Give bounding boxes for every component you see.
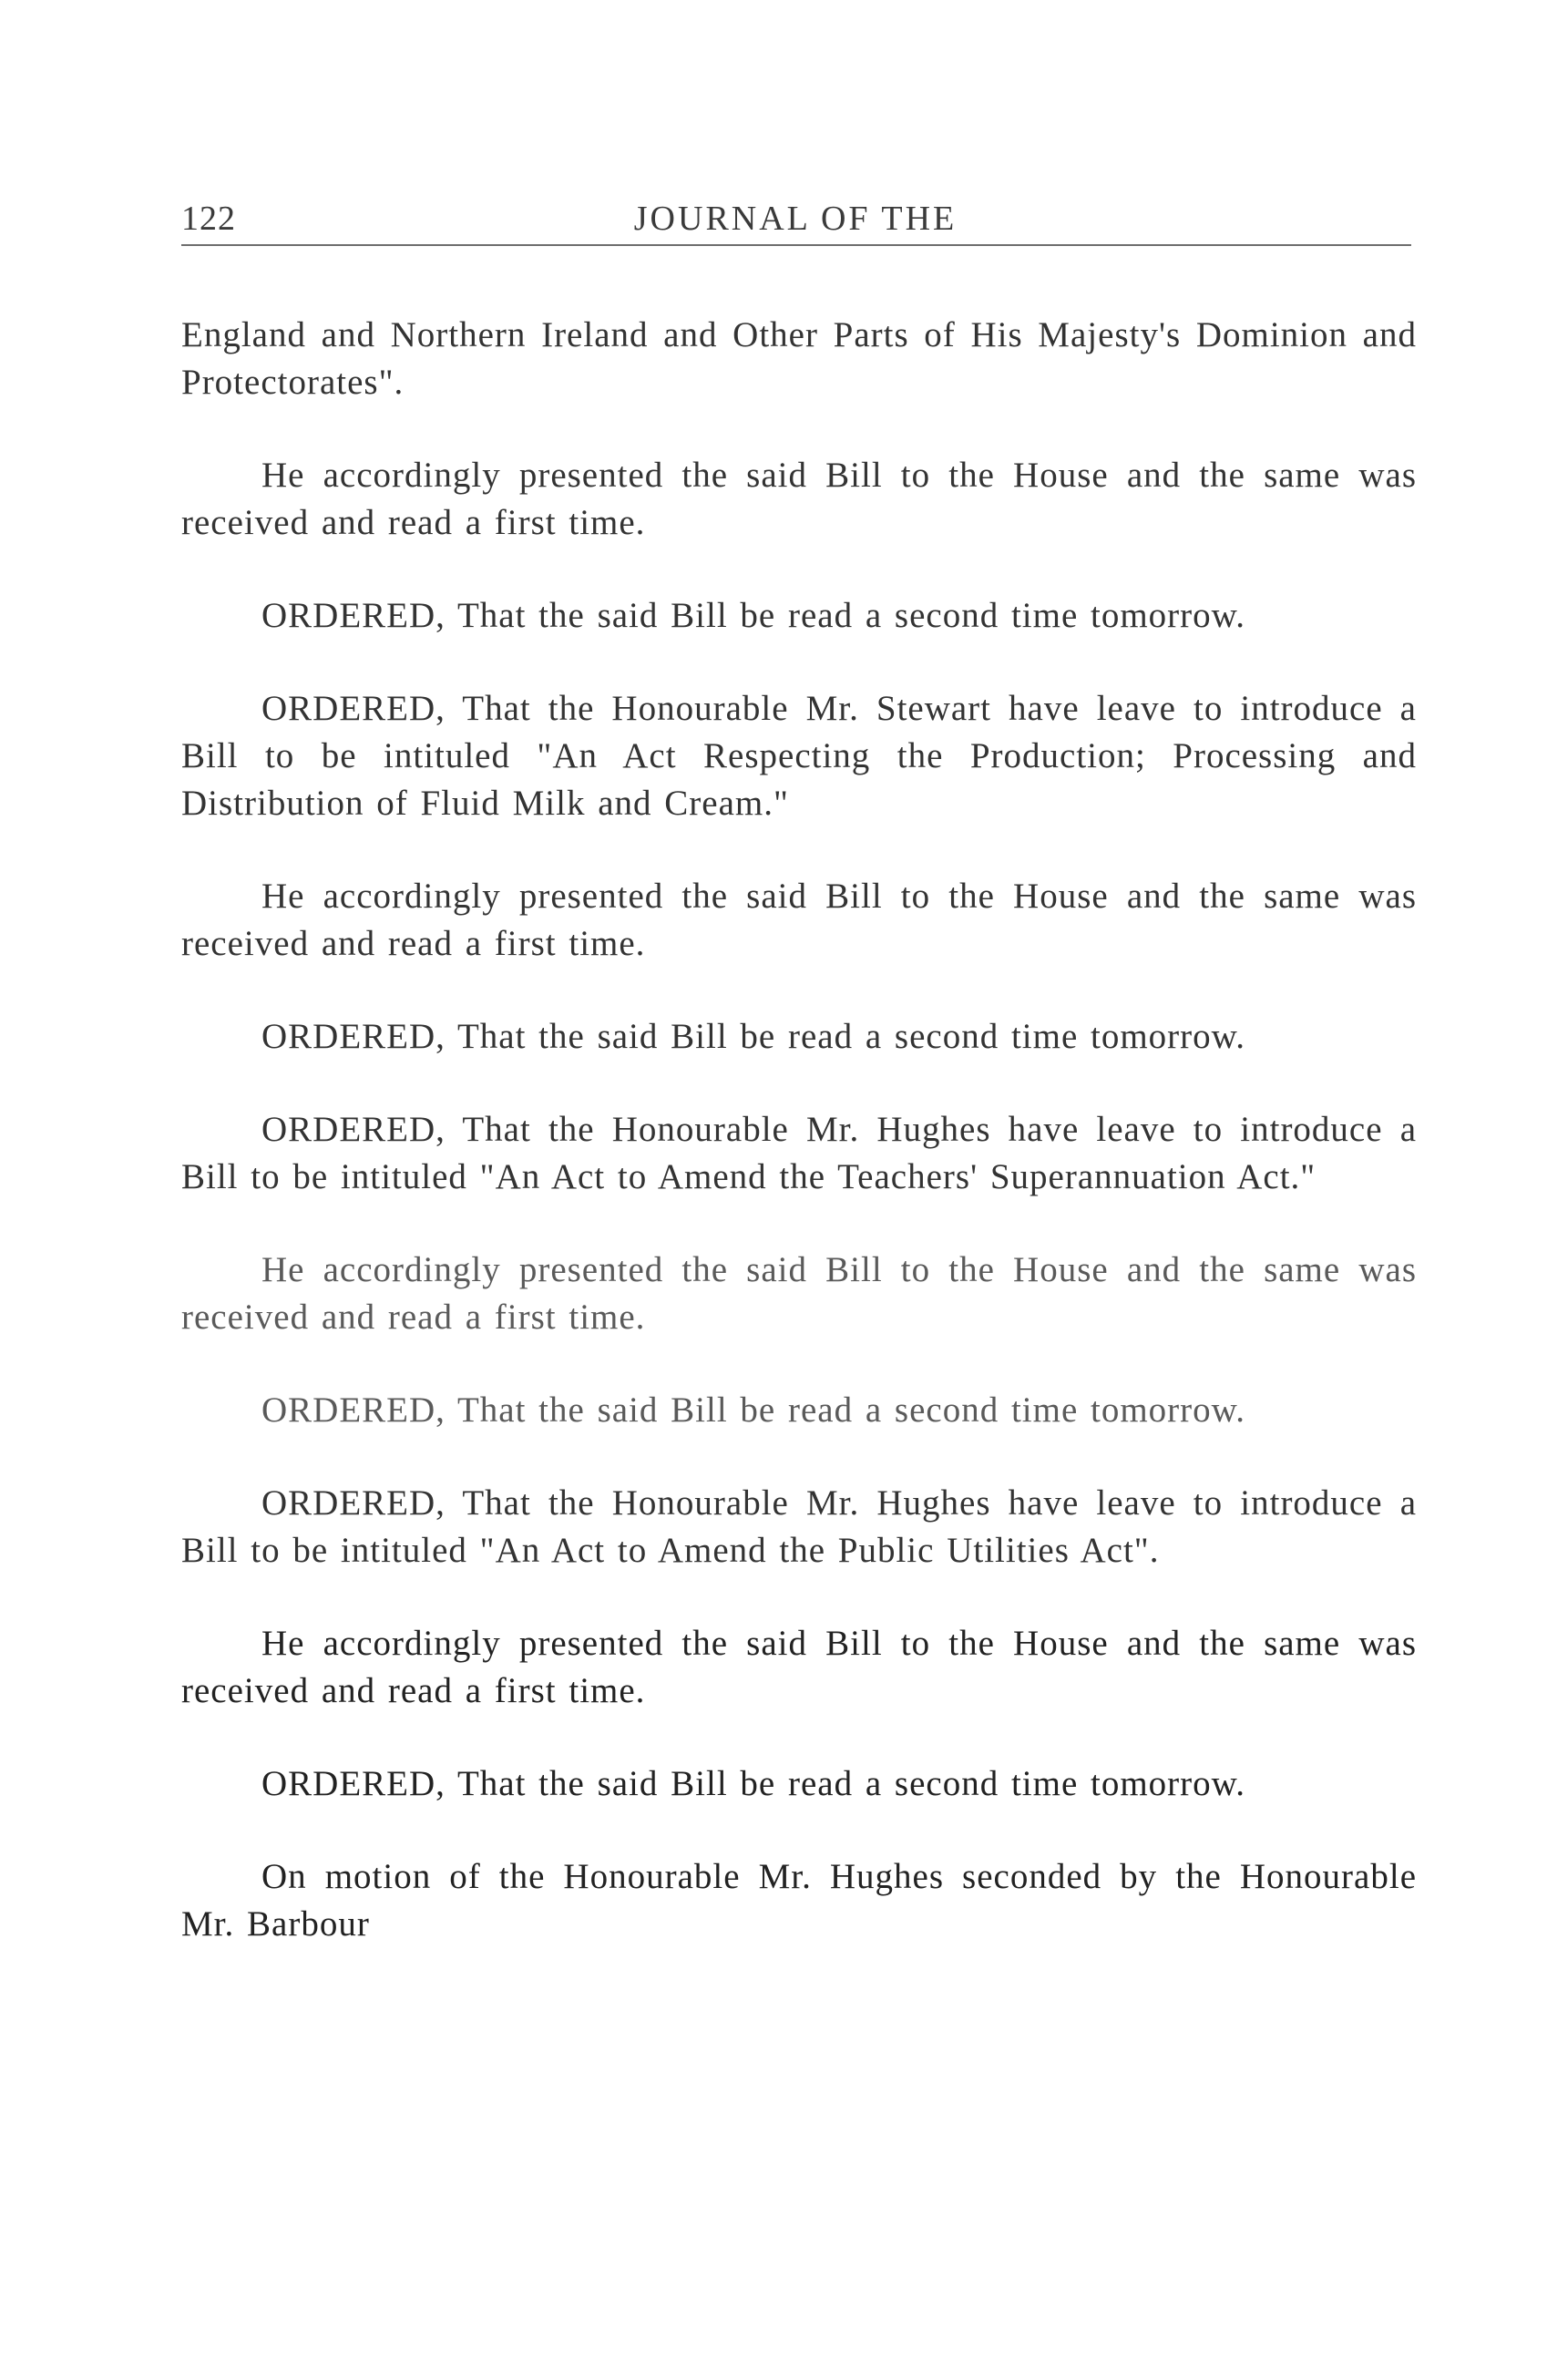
- page-number: 122: [181, 200, 236, 238]
- paragraph-leave-to-introduce: ORDERED, That the Honourable Mr. Hughes have leave to introduce a Bill to be intituled "An Act to Amend the Public Utilities Act".: [181, 1483, 1417, 1570]
- paragraph-bill-presented: He accordingly presented the said Bill to the House and the same was received and read a first time.: [181, 1250, 1417, 1337]
- paragraph-second-reading-order: ORDERED, That the said Bill be read a second time tomorrow.: [261, 1017, 1246, 1056]
- running-head: JOURNAL OF THE: [633, 200, 958, 238]
- paragraph-bill-presented: He accordingly presented the said Bill to the House and the same was received and read a first time.: [181, 1624, 1417, 1710]
- journal-body: [181, 312, 1417, 1994]
- paragraph-motion: On motion of the Honourable Mr. Hughes seconded by the Honourable Mr. Barbour: [181, 1857, 1417, 1944]
- paragraph-bill-presented: He accordingly presented the said Bill to the House and the same was received and read a first time.: [181, 456, 1417, 542]
- paragraph-second-reading-order: ORDERED, That the said Bill be read a second time tomorrow.: [261, 596, 1246, 635]
- paragraph-second-reading-order: ORDERED, That the said Bill be read a second time tomorrow.: [261, 1764, 1246, 1803]
- paragraph-leave-to-introduce: ORDERED, That the Honourable Mr. Hughes have leave to introduce a Bill to be intituled "An Act to Amend the Teachers' Superannuation Act.": [181, 1110, 1417, 1196]
- paragraph-second-reading-order: ORDERED, That the said Bill be read a second time tomorrow.: [261, 1390, 1246, 1430]
- paragraph-leave-to-introduce: ORDERED, That the Honourable Mr. Stewart have leave to introduce a Bill to be intituled "An Act Respecting the Production; Processing and Distribution of Fluid Milk and Cream.": [181, 689, 1417, 823]
- header-rule: [181, 244, 1411, 246]
- page-header: [181, 193, 1409, 248]
- paragraph-continuation: England and Northern Ireland and Other Parts of His Majesty's Dominion and Protectorates".: [181, 315, 1417, 402]
- paragraph-bill-presented: He accordingly presented the said Bill to the House and the same was received and read a first time.: [181, 877, 1417, 963]
